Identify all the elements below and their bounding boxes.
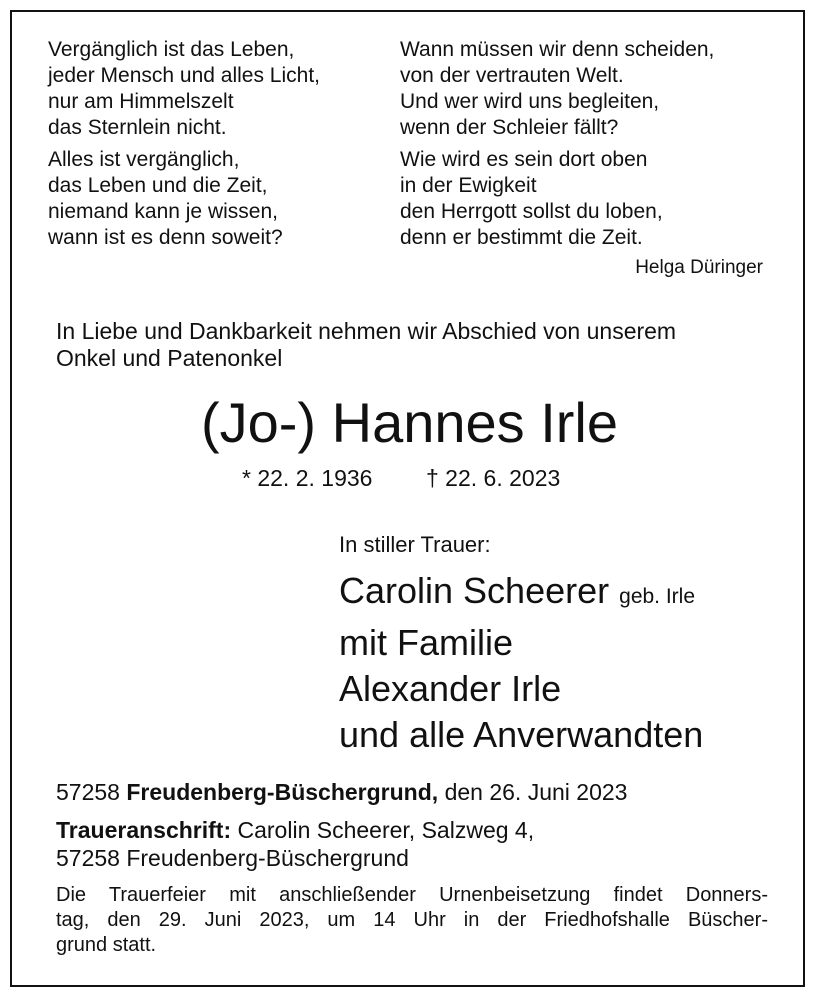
poem-line: das Sternlein nicht.: [48, 116, 227, 139]
funeral-line: grund statt.: [56, 934, 157, 956]
poem-line: Vergänglich ist das Leben,: [48, 38, 295, 61]
place-date-line: [56, 778, 627, 806]
poem-line: wann ist es denn soweit?: [48, 226, 283, 249]
mourner-line: Alexander Irle: [339, 668, 562, 709]
mourner-note: geb. Irle: [619, 585, 696, 608]
poem-line: das Leben und die Zeit,: [48, 174, 268, 197]
funeral-line: Die Trauerfeier mit anschließender Urnenbeisetzung findet Donners-: [56, 884, 768, 906]
poem-line: Und wer wird uns begleiten,: [400, 90, 660, 113]
mourning-address: [56, 816, 534, 872]
mourner-name: Carolin Scheerer: [339, 570, 610, 611]
place-name: Freudenberg-Büschergrund,: [126, 779, 439, 805]
poem-line: Alles ist vergänglich,: [48, 148, 240, 171]
address-line-1: [56, 816, 534, 844]
poem-line: jeder Mensch und alles Licht,: [48, 64, 320, 87]
intro-text: [56, 318, 676, 372]
poem-line: niemand kann je wissen,: [48, 200, 278, 223]
poem-line: wenn der Schleier fällt?: [400, 116, 619, 139]
intro-line: Onkel und Patenonkel: [56, 345, 283, 371]
death-date: † 22. 6. 2023: [426, 465, 561, 491]
poem-author: Helga Düringer: [635, 257, 763, 278]
mourner-line: [339, 568, 703, 620]
poem-right: [400, 37, 714, 251]
poem-line: von der vertrauten Welt.: [400, 64, 624, 87]
mourner-line: mit Familie: [339, 622, 514, 663]
poem-line: Wann müssen wir denn scheiden,: [400, 38, 715, 61]
birth-date: * 22. 2. 1936: [242, 465, 373, 491]
poem-line: in der Ewigkeit: [400, 174, 537, 197]
mourning-label: In stiller Trauer:: [339, 532, 491, 557]
notice-date: den 26. Juni 2023: [444, 779, 628, 805]
mourner-line: und alle Anverwandten: [339, 714, 704, 755]
funeral-line: tag, den 29. Juni 2023, um 14 Uhr in der Friedhofshalle Büscher-: [56, 909, 768, 931]
poem-line: nur am Himmelszelt: [48, 90, 234, 113]
poem-line: den Herrgott sollst du loben,: [400, 200, 663, 223]
mourners-list: [339, 568, 703, 758]
poem-line: denn er bestimmt die Zeit.: [400, 226, 643, 249]
poem-line: Wie wird es sein dort oben: [400, 148, 648, 171]
zip-code: 57258: [56, 779, 120, 805]
intro-line: In Liebe und Dankbarkeit nehmen wir Abschied von unserem: [56, 318, 677, 344]
poem-left: [48, 37, 320, 251]
address-text: Carolin Scheerer, Salzweg 4,: [237, 817, 535, 843]
deceased-name: (Jo-) Hannes Irle: [200, 391, 619, 454]
address-label: Traueranschrift:: [56, 817, 232, 843]
address-line-2: 57258 Freudenberg-Büschergrund: [56, 845, 409, 871]
funeral-info: [56, 883, 768, 958]
